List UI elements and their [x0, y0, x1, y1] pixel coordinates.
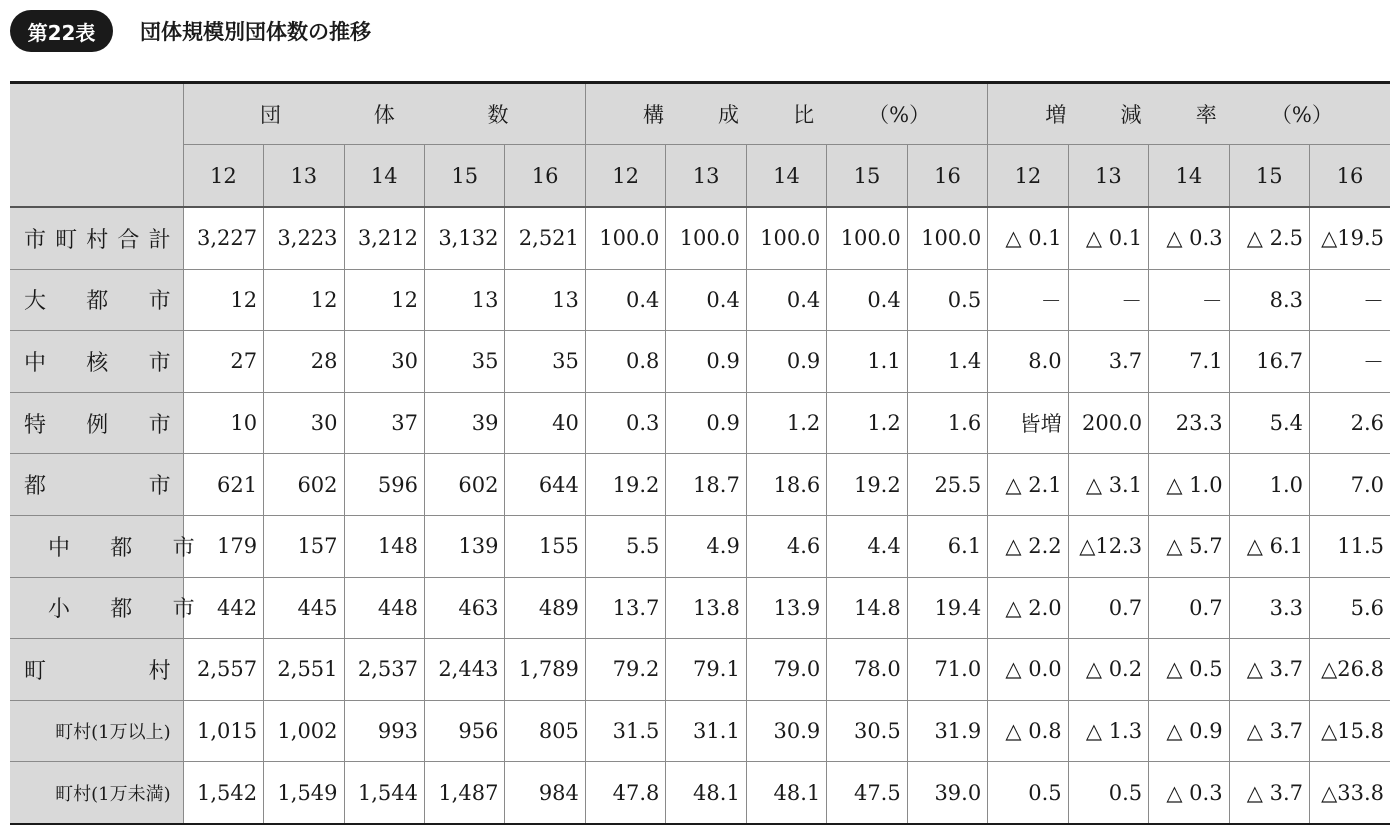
table-cell: △ 0.9	[1149, 700, 1229, 762]
table-cell: 1,002	[264, 700, 344, 762]
table-cell: 13.9	[746, 577, 826, 639]
table-cell: △26.8	[1310, 639, 1390, 701]
table-cell: 5.4	[1229, 392, 1309, 454]
stub-header	[10, 83, 183, 208]
table-cell: 31.5	[585, 700, 665, 762]
table-cell: 463	[424, 577, 504, 639]
table-cell: 5.5	[585, 515, 665, 577]
table-cell: 4.9	[666, 515, 746, 577]
row-label-char: 都	[86, 289, 109, 315]
year-header: 15	[827, 145, 907, 208]
table-cell: △ 3.7	[1229, 639, 1309, 701]
table-cell: 100.0	[585, 207, 665, 269]
row-label-char: 中	[24, 350, 47, 376]
table-cell: △ 3.7	[1229, 700, 1309, 762]
table-cell: 13.8	[666, 577, 746, 639]
table-cell: 6.1	[907, 515, 987, 577]
table-cell: 602	[424, 454, 504, 516]
table-cell: 1.2	[746, 392, 826, 454]
table-cell: 0.5	[988, 762, 1068, 824]
table-cell: 79.1	[666, 639, 746, 701]
table-cell: 0.3	[585, 392, 665, 454]
table-cell: △ 2.5	[1229, 207, 1309, 269]
table-cell: －	[1310, 331, 1390, 393]
table-cell: 23.3	[1149, 392, 1229, 454]
table-cell: 16.7	[1229, 331, 1309, 393]
row-label-char: 市	[148, 350, 171, 376]
table-cell: 13	[505, 269, 585, 331]
header-char: 構	[642, 103, 664, 127]
table-cell: 11.5	[1310, 515, 1390, 577]
table-cell: 2,443	[424, 639, 504, 701]
header-char: 数	[487, 103, 509, 127]
table-cell: 30.5	[827, 700, 907, 762]
table-number-badge: 第22表	[10, 10, 113, 52]
table-cell: 30.9	[746, 700, 826, 762]
table-row	[10, 392, 1390, 454]
row-label-char: 合	[117, 227, 140, 253]
table-row	[10, 515, 1390, 577]
table-cell: 0.4	[746, 269, 826, 331]
table-cell: 3,227	[183, 207, 263, 269]
table-cell: 47.8	[585, 762, 665, 824]
table-cell: 0.9	[666, 331, 746, 393]
table-cell: 1.1	[827, 331, 907, 393]
year-header: 14	[1149, 145, 1229, 208]
year-header: 14	[344, 145, 424, 208]
header-char: 体	[373, 103, 395, 127]
table-cell: 35	[505, 331, 585, 393]
header-char: 率	[1195, 103, 1217, 127]
table-cell: 1,544	[344, 762, 424, 824]
year-header: 13	[1068, 145, 1148, 208]
table-cell: 1,542	[183, 762, 263, 824]
table-cell: 12	[264, 269, 344, 331]
table-cell: 644	[505, 454, 585, 516]
row-label-char: 市	[148, 412, 171, 438]
row-label-char: 市	[172, 535, 195, 561]
table-cell: 179	[183, 515, 263, 577]
table-cell: 2.6	[1310, 392, 1390, 454]
row-label-char: 市	[148, 474, 171, 500]
table-cell: △ 1.0	[1149, 454, 1229, 516]
row-label-text: 町村(1万以上)	[55, 722, 171, 744]
header-char: 減	[1120, 103, 1142, 127]
table-cell: △ 0.3	[1149, 207, 1229, 269]
table-cell: 1.2	[827, 392, 907, 454]
year-header: 16	[1310, 145, 1390, 208]
table-cell: 71.0	[907, 639, 987, 701]
table-cell: △ 1.3	[1068, 700, 1148, 762]
table-cell: △ 0.8	[988, 700, 1068, 762]
table-cell: 489	[505, 577, 585, 639]
table-cell: 35	[424, 331, 504, 393]
table-cell: △ 2.2	[988, 515, 1068, 577]
table-cell: 0.9	[666, 392, 746, 454]
table-cell: △ 3.1	[1068, 454, 1148, 516]
year-header: 14	[746, 145, 826, 208]
row-label-char: 町	[24, 658, 47, 684]
row-label-char: 市	[24, 227, 47, 253]
table-cell: 79.2	[585, 639, 665, 701]
header-group-ratio	[585, 83, 987, 145]
table-cell: 30	[344, 331, 424, 393]
table-cell: △ 0.3	[1149, 762, 1229, 824]
data-table	[10, 81, 1390, 825]
table-cell: 0.4	[585, 269, 665, 331]
row-label-char: 中	[48, 535, 71, 561]
table-cell: －	[1310, 269, 1390, 331]
table-cell: 155	[505, 515, 585, 577]
table-cell: 19.4	[907, 577, 987, 639]
header-char: 比	[793, 103, 815, 127]
table-cell: 8.3	[1229, 269, 1309, 331]
table-cell: 956	[424, 700, 504, 762]
row-label-char: 市	[148, 289, 171, 315]
header-char: （%）	[868, 103, 931, 127]
row-label	[10, 639, 183, 701]
table-cell: 1,789	[505, 639, 585, 701]
table-cell: 148	[344, 515, 424, 577]
table-cell: 100.0	[907, 207, 987, 269]
table-cell: 7.1	[1149, 331, 1229, 393]
table-cell: －	[988, 269, 1068, 331]
row-label	[10, 331, 183, 393]
row-label	[10, 762, 183, 824]
table-cell: 4.6	[746, 515, 826, 577]
table-cell: △ 0.1	[988, 207, 1068, 269]
row-label	[10, 577, 195, 639]
table-cell: △19.5	[1310, 207, 1390, 269]
header-char: 増	[1045, 103, 1067, 127]
table-cell: △ 0.1	[1068, 207, 1148, 269]
table-row	[10, 207, 1390, 269]
table-cell: 31.1	[666, 700, 746, 762]
row-label-char: 計	[148, 227, 171, 253]
table-cell: 100.0	[827, 207, 907, 269]
table-cell: 984	[505, 762, 585, 824]
table-cell: 157	[264, 515, 344, 577]
table-cell: △ 2.0	[988, 577, 1068, 639]
table-cell: 3,212	[344, 207, 424, 269]
row-label-char: 都	[110, 597, 133, 623]
table-cell: 30	[264, 392, 344, 454]
year-header: 16	[505, 145, 585, 208]
table-cell: 皆増	[988, 392, 1068, 454]
table-cell: 1.6	[907, 392, 987, 454]
row-label	[10, 700, 183, 762]
table-cell: 13	[424, 269, 504, 331]
table-cell: 40	[505, 392, 585, 454]
year-header: 16	[907, 145, 987, 208]
table-title: 団体規模別団体数の推移	[140, 20, 371, 44]
table-cell: 7.0	[1310, 454, 1390, 516]
row-label-char: 都	[110, 535, 133, 561]
table-cell: 19.2	[585, 454, 665, 516]
table-row	[10, 331, 1390, 393]
table-cell: △15.8	[1310, 700, 1390, 762]
table-cell: 10	[183, 392, 263, 454]
table-cell: 39.0	[907, 762, 987, 824]
table-cell: 596	[344, 454, 424, 516]
table-cell: 0.5	[907, 269, 987, 331]
table-cell: 12	[183, 269, 263, 331]
year-header: 15	[1229, 145, 1309, 208]
table-row	[10, 577, 1390, 639]
table-cell: 12	[344, 269, 424, 331]
table-cell: 25.5	[907, 454, 987, 516]
table-cell: 78.0	[827, 639, 907, 701]
table-cell: 47.5	[827, 762, 907, 824]
table-cell: △ 2.1	[988, 454, 1068, 516]
table-cell: 14.8	[827, 577, 907, 639]
table-cell: 621	[183, 454, 263, 516]
table-cell: 1,487	[424, 762, 504, 824]
table-cell: 37	[344, 392, 424, 454]
table-cell: △33.8	[1310, 762, 1390, 824]
row-label-char: 大	[24, 289, 47, 315]
table-cell: 27	[183, 331, 263, 393]
table-cell: 0.8	[585, 331, 665, 393]
row-label	[10, 269, 183, 331]
row-label-char: 村	[148, 658, 171, 684]
table-cell: 4.4	[827, 515, 907, 577]
table-cell: △ 0.2	[1068, 639, 1148, 701]
row-label-char: 例	[86, 412, 109, 438]
table-cell: 48.1	[746, 762, 826, 824]
table-cell: 2,551	[264, 639, 344, 701]
table-row	[10, 454, 1390, 516]
table-cell: 100.0	[746, 207, 826, 269]
year-header: 12	[183, 145, 263, 208]
table-cell: －	[1068, 269, 1148, 331]
table-cell: 0.7	[1149, 577, 1229, 639]
row-label	[10, 207, 183, 269]
table-cell: △ 0.0	[988, 639, 1068, 701]
table-cell: 0.4	[666, 269, 746, 331]
table-cell: 3,132	[424, 207, 504, 269]
table-cell: 13.7	[585, 577, 665, 639]
table-cell: 602	[264, 454, 344, 516]
table-cell: 805	[505, 700, 585, 762]
table-cell: 2,537	[344, 639, 424, 701]
row-label-char: 市	[172, 597, 195, 623]
table-row	[10, 639, 1390, 701]
row-label-char: 核	[86, 350, 109, 376]
table-cell: 0.4	[827, 269, 907, 331]
row-label-char: 都	[24, 474, 47, 500]
table-cell: 3.7	[1068, 331, 1148, 393]
table-cell: 39	[424, 392, 504, 454]
row-label	[10, 515, 195, 577]
table-cell: 19.2	[827, 454, 907, 516]
year-header: 13	[666, 145, 746, 208]
table-cell: －	[1149, 269, 1229, 331]
title-bar	[10, 10, 371, 52]
table-row	[10, 762, 1390, 824]
table-cell: 1,549	[264, 762, 344, 824]
table-cell: △ 6.1	[1229, 515, 1309, 577]
table-cell: △ 5.7	[1149, 515, 1229, 577]
header-group-count	[183, 83, 585, 145]
table-cell: 2,521	[505, 207, 585, 269]
year-header: 12	[988, 145, 1068, 208]
table-cell: 0.7	[1068, 577, 1148, 639]
row-label-char: 町	[55, 227, 78, 253]
table-cell: 48.1	[666, 762, 746, 824]
table-cell: 139	[424, 515, 504, 577]
header-char: 団	[260, 103, 281, 127]
table-cell: △ 3.7	[1229, 762, 1309, 824]
table-row	[10, 700, 1390, 762]
header-char: 成	[718, 103, 740, 127]
table-body	[10, 207, 1390, 824]
year-header: 15	[424, 145, 504, 208]
table-cell: 18.7	[666, 454, 746, 516]
table-cell: 3,223	[264, 207, 344, 269]
row-label-text: 町村(1万未満)	[55, 783, 171, 805]
table-cell: 18.6	[746, 454, 826, 516]
row-label	[10, 454, 183, 516]
table-cell: 31.9	[907, 700, 987, 762]
year-header: 13	[264, 145, 344, 208]
table-cell: △12.3	[1068, 515, 1148, 577]
header-char: （%）	[1270, 103, 1333, 127]
table-cell: 28	[264, 331, 344, 393]
row-label-char: 特	[24, 412, 47, 438]
table-cell: 1.0	[1229, 454, 1309, 516]
table-cell: 448	[344, 577, 424, 639]
table-cell: 8.0	[988, 331, 1068, 393]
table-cell: 1,015	[183, 700, 263, 762]
table-cell: 0.5	[1068, 762, 1148, 824]
table-cell: 200.0	[1068, 392, 1148, 454]
row-label-char: 小	[48, 597, 71, 623]
table-cell: 0.9	[746, 331, 826, 393]
table-cell: △ 0.5	[1149, 639, 1229, 701]
table-row	[10, 269, 1390, 331]
row-label-char: 村	[86, 227, 109, 253]
table-cell: 100.0	[666, 207, 746, 269]
table-cell: 1.4	[907, 331, 987, 393]
header-group-change-rate	[988, 83, 1390, 145]
table-cell: 2,557	[183, 639, 263, 701]
table-cell: 445	[264, 577, 344, 639]
table-cell: 79.0	[746, 639, 826, 701]
row-label	[10, 392, 183, 454]
table-cell: 3.3	[1229, 577, 1309, 639]
table-cell: 5.6	[1310, 577, 1390, 639]
year-header: 12	[585, 145, 665, 208]
table-cell: 442	[183, 577, 263, 639]
table-cell: 993	[344, 700, 424, 762]
